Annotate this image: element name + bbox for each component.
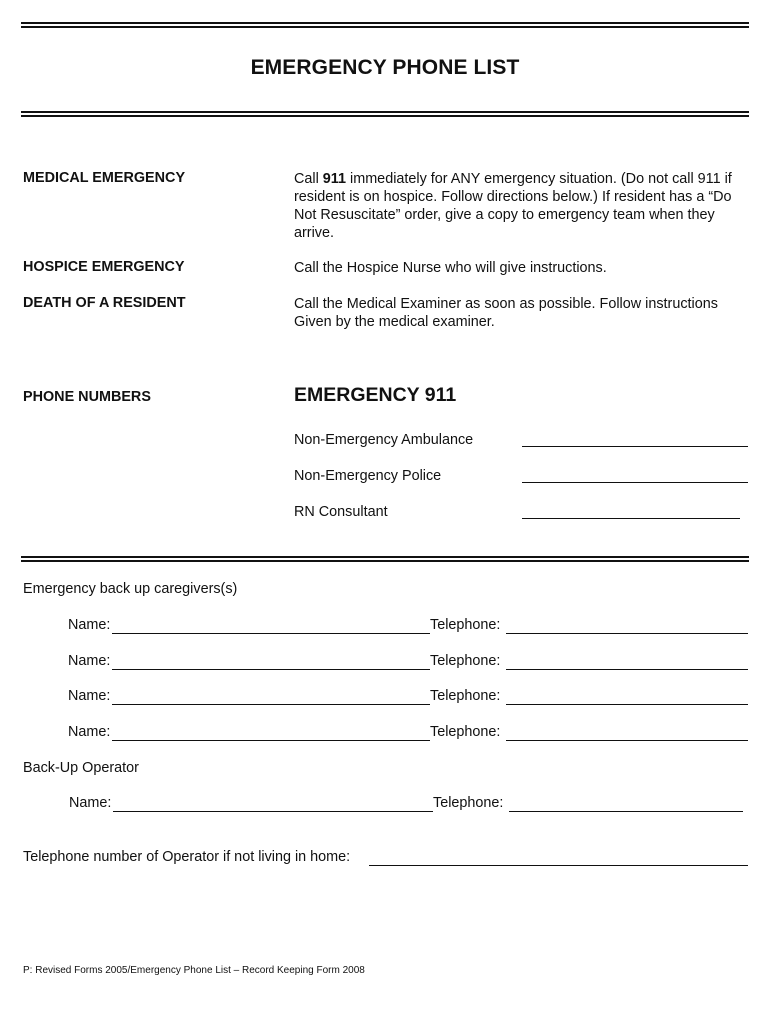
caregiver-name-field[interactable] (112, 633, 430, 634)
caregiver-telephone-field[interactable] (506, 704, 748, 705)
caregiver-row (0, 617, 770, 637)
backup-operator-telephone-field[interactable] (509, 811, 743, 812)
backup-operator-name-field[interactable] (113, 811, 433, 812)
caregiver-telephone-field[interactable] (506, 740, 748, 741)
caregiver-telephone-field[interactable] (506, 633, 748, 634)
phone-numbers-label: PHONE NUMBERS (23, 389, 151, 405)
name-label: Name: (68, 688, 111, 704)
name-label: Name: (68, 617, 111, 633)
caregiver-name-field[interactable] (112, 704, 430, 705)
name-label: Name: (68, 653, 111, 669)
medical-emergency-label: MEDICAL EMERGENCY (23, 170, 186, 186)
operator-phone-label: Telephone number of Operator if not living in home: (23, 849, 351, 865)
backup-operator-row (0, 795, 770, 815)
medical-desc-pre: Call (294, 171, 323, 187)
caregiver-telephone-field[interactable] (506, 669, 748, 670)
death-of-resident-description: Call the Medical Examiner as soon as possible. Follow instructions Given by the medical examiner. (294, 296, 718, 330)
title-divider (21, 111, 749, 117)
operator-phone-field[interactable] (369, 865, 748, 866)
hospice-emergency-label: HOSPICE EMERGENCY (23, 259, 185, 275)
caregivers-heading: Emergency back up caregivers(s) (23, 581, 238, 597)
medical-desc-post: immediately for ANY emergency situation. (Do not call 911 if resident is on hospice. Follow directions below.) If resident has a “Do Not Resuscitate” order, give a copy to emergency team when they arrive. (294, 171, 732, 241)
top-divider (21, 22, 749, 28)
operator-phone-row (0, 849, 770, 869)
rn-consultant-label: RN Consultant (294, 504, 388, 520)
emergency-911-heading: EMERGENCY 911 (294, 384, 457, 406)
telephone-label: Telephone: (430, 724, 501, 740)
caregiver-row (0, 653, 770, 673)
ambulance-number-field[interactable] (522, 446, 748, 447)
police-number-field[interactable] (522, 482, 748, 483)
medical-emergency-description (294, 170, 749, 242)
medical-desc-911: 911 (322, 171, 347, 187)
caregiver-name-field[interactable] (112, 669, 430, 670)
telephone-label: Telephone: (433, 795, 504, 811)
ambulance-label: Non-Emergency Ambulance (294, 432, 474, 448)
page-title: EMERGENCY PHONE LIST (250, 56, 520, 79)
telephone-label: Telephone: (430, 653, 501, 669)
caregiver-name-field[interactable] (112, 740, 430, 741)
death-of-resident-label: DEATH OF A RESIDENT (23, 295, 186, 311)
police-label: Non-Emergency Police (294, 468, 442, 484)
section-divider (21, 556, 749, 562)
hospice-emergency-description: Call the Hospice Nurse who will give instructions. (294, 260, 607, 276)
backup-operator-heading: Back-Up Operator (23, 760, 139, 776)
telephone-label: Telephone: (430, 617, 501, 633)
caregiver-row (0, 688, 770, 708)
rn-consultant-number-field[interactable] (522, 518, 740, 519)
name-label: Name: (69, 795, 112, 811)
caregiver-row (0, 724, 770, 744)
name-label: Name: (68, 724, 111, 740)
telephone-label: Telephone: (430, 688, 501, 704)
footer-note: P: Revised Forms 2005/Emergency Phone List – Record Keeping Form 2008 (23, 965, 365, 976)
